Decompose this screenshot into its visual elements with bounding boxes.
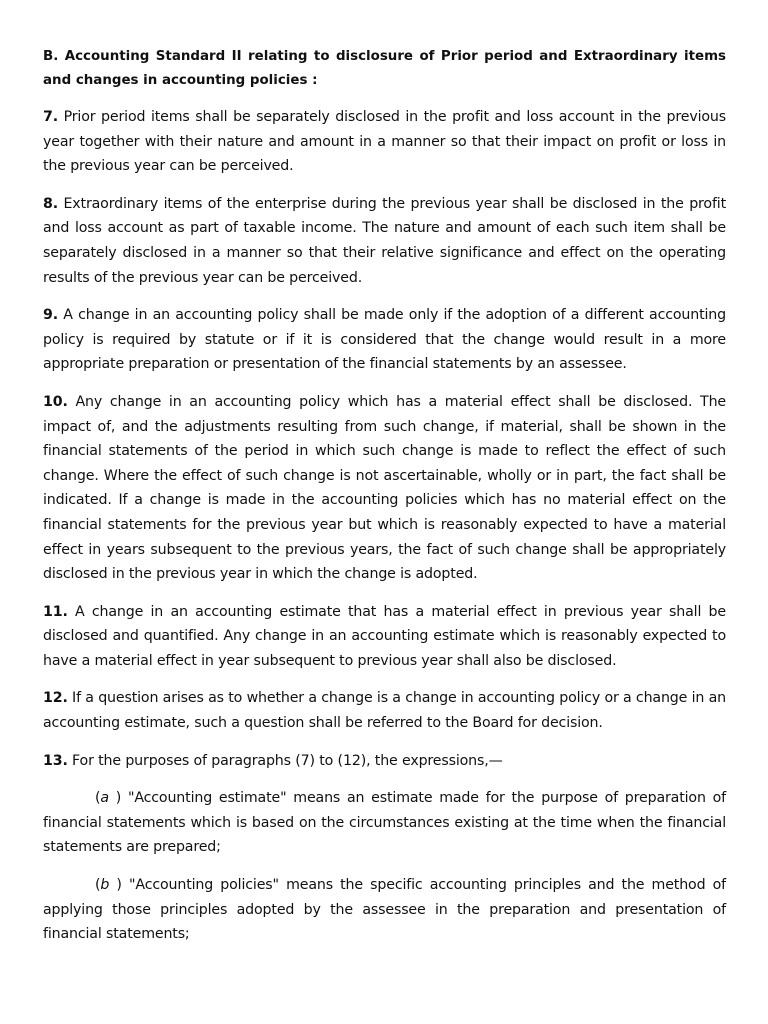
paragraph-9: [43, 303, 726, 377]
paragraph-text: For the purposes of paragraphs (7) to (12), the expressions,—: [67, 752, 503, 769]
definition-label: b: [100, 877, 110, 894]
definition-label: a: [100, 790, 109, 807]
paragraph-13: [43, 749, 726, 774]
paragraph-text: Prior period items shall be separately disclosed in the profit and loss account in the previous year together with their nature and amount in a manner so that their impact on profit or loss in the previous year can be perceived.: [43, 109, 726, 175]
definition-text: "Accounting estimate" means an estimate made for the purpose of preparation of financial statements which is based on the circumstances existing at the time when the financial statements are prepared;: [43, 790, 726, 856]
document-page: [43, 45, 726, 960]
paragraph-10: [43, 390, 726, 587]
paragraph-number: 9.: [43, 307, 58, 324]
paragraph-number: 10.: [43, 393, 68, 410]
paragraph-number: 12.: [43, 690, 68, 707]
paragraph-12: [43, 686, 726, 735]
paragraph-text: If a question arises as to whether a change is a change in accounting policy or a change in an accounting estimate, such a question shall be referred to the Board for decision.: [43, 690, 726, 732]
paragraph-text: Any change in an accounting policy which has a material effect shall be disclosed. The impact of, and the adjustments resulting from such change, if material, shall be shown in the financial statements of the period in which such change is made to reflect the effect of such change. Where the effect of such change is not ascertainable, wholly or in part, the fact shall be indicated. If a change is made in the accounting policies which has no material effect on the financial statements for the previous year but which is reasonably expected to have a material effect in years subsequent to the previous years, the fact of such change shall be appropriately disclosed in the previous year in which the change is adopted.: [43, 393, 726, 583]
definition-text: "Accounting policies" means the specific accounting principles and the method of applying those principles adopted by the assessee in the preparation and presentation of financial statements;: [43, 877, 726, 943]
paragraph-number: 7.: [43, 109, 58, 125]
definition-b: (b ) "Accounting policies" means the specific accounting principles and the method of applying those principles adopted by the assessee in the preparation and presentation of financial statements;: [43, 877, 726, 943]
section-heading: B. Accounting Standard II relating to disclosure of Prior period and Extraordinary items and changes in accounting policies :: [43, 49, 726, 88]
paragraph-text: A change in an accounting estimate that has a material effect in previous year shall be disclosed and quantified. Any change in an accounting estimate which is reasonably expected to have a material effect in year subsequent to previous year shall also be disclosed.: [43, 603, 726, 669]
paragraph-number: 13.: [43, 752, 68, 769]
paragraph-7: [43, 105, 726, 179]
definition-a: (a ) "Accounting estimate" means an estimate made for the purpose of preparation of financial statements which is based on the circumstances existing at the time when the financial statements are prepared;: [43, 790, 726, 856]
paragraph-number: 8.: [43, 195, 58, 212]
paragraph-text: A change in an accounting policy shall be made only if the adoption of a different accounting policy is required by statute or if it is considered that the change would result in a more appropriate preparation or presentation of the financial statements by an assessee.: [43, 307, 726, 373]
paragraph-11: [43, 600, 726, 674]
paragraph-number: 11.: [43, 603, 68, 620]
paragraph-text: Extraordinary items of the enterprise during the previous year shall be disclosed in the profit and loss account as part of taxable income. The nature and amount of each such item shall be separately disclosed in a manner so that their relative significance and effect on the operating results of the previous year can be perceived.: [43, 195, 726, 286]
paragraph-8: [43, 192, 726, 290]
